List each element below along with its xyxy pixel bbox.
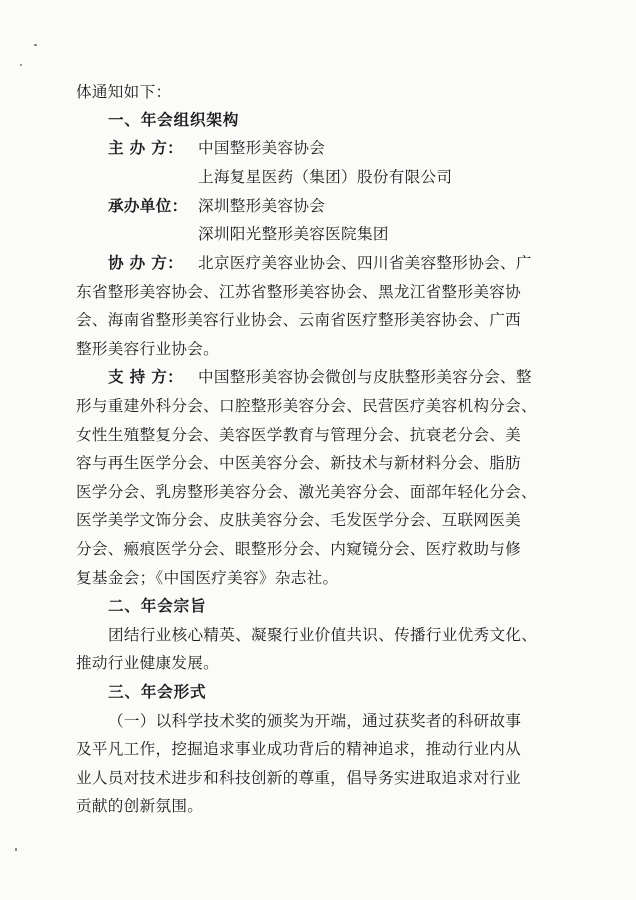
host-line-2: 上海复星医药（集团）股份有限公司 [198, 168, 453, 186]
organizer-label: 承办单位： [108, 197, 188, 215]
coorganizer-line-3: 会、海南省整形美容行业协会、云南省医疗整形美容协会、广西 [76, 311, 522, 329]
section2-line-2: 推动行业健康发展。 [76, 654, 220, 672]
intro-text: 体通知如下： [76, 83, 172, 101]
supporters-line-8: 复基金会；《中国医疗美容》杂志社。 [76, 569, 339, 587]
coorganizer-line-4: 整形美容行业协会。 [76, 340, 220, 358]
section3-heading: 三、年会形式 [108, 683, 207, 701]
coorganizer-label: 协 办 方： [108, 254, 184, 272]
supporters-line-4: 容与再生医学分会、中医美容分会、新技术与新材料分会、脂肪 [76, 454, 522, 472]
scan-speck [20, 64, 22, 66]
supporters-line-6: 医学美学文饰分会、皮肤美容分会、毛发医学分会、互联网医美 [76, 511, 522, 529]
section2-line-1: 团结行业核心精英、凝聚行业价值共识、传播行业优秀文化、 [108, 626, 538, 644]
host-label: 主 办 方： [108, 139, 184, 157]
section3-line-2: 及平凡工作，挖掘追求事业成功背后的精神追求，推动行业内从 [76, 740, 522, 758]
supporters-line-5: 医学分会、乳房整形美容分会、激光美容分会、面部年轻化分会、 [76, 483, 537, 501]
organizer-line-1: 深圳整形美容协会 [198, 197, 326, 215]
section3-line-1: （一）以科学技术奖的颁奖为开端，通过获奖者的科研故事 [108, 712, 522, 730]
scan-speck [15, 848, 17, 851]
section3-line-4: 贡献的创新氛围。 [76, 797, 204, 815]
supporters-line-2: 形与重建外科分会、口腔整形美容分会、民营医疗美容机构分会、 [76, 397, 537, 415]
section3-line-3: 业人员对技术进步和科技创新的尊重，倡导务实进取追求对行业 [76, 769, 522, 787]
supporters-line-1: 中国整形美容协会微创与皮肤整形美容分会、整 [198, 368, 532, 386]
coorganizer-line-1: 北京医疗美容业协会、四川省美容整形协会、广 [198, 254, 532, 272]
organizer-line-2: 深圳阳光整形美容医院集团 [198, 225, 389, 243]
scan-speck [34, 44, 37, 46]
section1-heading: 一、年会组织架构 [108, 111, 240, 129]
supporters-label: 支 持 方： [108, 368, 184, 386]
section2-heading: 二、年会宗旨 [108, 597, 207, 615]
supporters-line-7: 分会、瘢痕医学分会、眼整形分会、内窥镜分会、医疗救助与修 [76, 540, 522, 558]
coorganizer-line-2: 东省整形美容协会、江苏省整形美容协会、黑龙江省整形美容协 [76, 283, 522, 301]
supporters-line-3: 女性生殖整复分会、美容医学教育与管理分会、抗衰老分会、美 [76, 426, 522, 444]
host-line-1: 中国整形美容协会 [198, 139, 326, 157]
